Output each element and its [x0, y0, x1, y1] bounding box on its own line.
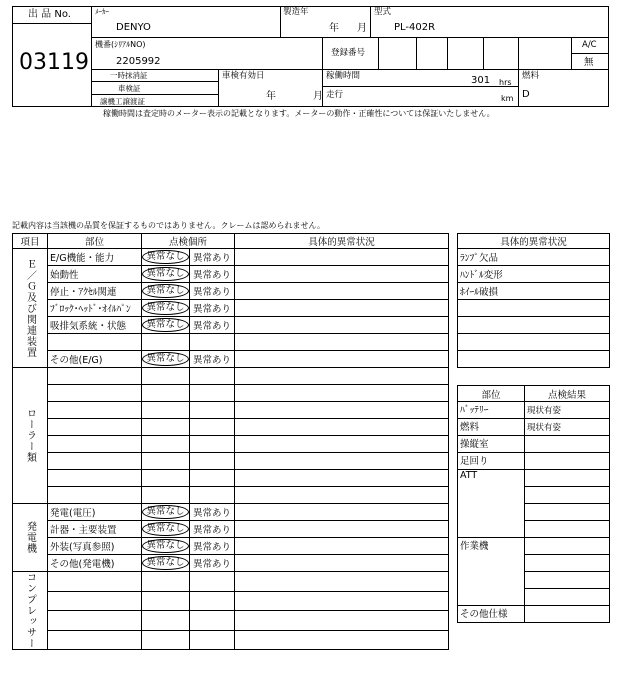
- ng-cell: [190, 402, 235, 419]
- detail-cell: [235, 572, 449, 592]
- part-cell: [48, 630, 142, 650]
- part-cell: 吸排気系統・状態: [48, 317, 142, 334]
- ok-cell: [142, 351, 190, 368]
- table-row: [458, 351, 610, 368]
- table-row: [13, 630, 449, 650]
- detail-cell: [235, 555, 449, 572]
- result-part: ﾊﾞｯﾃﾘｰ: [458, 402, 525, 419]
- table-row: [13, 317, 449, 334]
- ok-circled-label: 異常なし: [142, 556, 188, 570]
- ng-cell: [190, 453, 235, 470]
- group-label: コンプレッサー: [13, 572, 48, 650]
- group-label: 発電機: [13, 504, 48, 572]
- ok-cell: [142, 317, 190, 334]
- result-header-part: 部位: [458, 386, 525, 402]
- ng-cell: [190, 436, 235, 453]
- ok-cell: [142, 334, 190, 351]
- ok-cell: [142, 555, 190, 572]
- ok-cell: [142, 402, 190, 419]
- part-cell: [48, 419, 142, 436]
- result-table: [457, 385, 610, 623]
- part-cell: [48, 334, 142, 351]
- result-value: [525, 589, 610, 606]
- ng-cell: [190, 368, 235, 385]
- table-row: [13, 572, 449, 592]
- serial-value: 2205992: [116, 56, 161, 67]
- serial-label: 機番(ｼﾘｱﾙNO): [95, 40, 146, 49]
- result-part: その他仕様: [458, 606, 525, 623]
- part-cell: [48, 368, 142, 385]
- part-cell: [48, 487, 142, 504]
- hours-disclaimer: 稼働時間は査定時のメーター表示の記載となります。メーターの動作・正確性については保証いたしません。: [103, 109, 495, 118]
- maker-label: ﾒｰｶｰ: [95, 8, 109, 16]
- result-part: 作業機: [458, 538, 525, 606]
- table-row: [458, 606, 610, 623]
- ng-label: 異常あり: [193, 525, 232, 536]
- ok-cell: [142, 453, 190, 470]
- detail-cell: [235, 334, 449, 351]
- result-value: [525, 470, 610, 487]
- ng-label: 異常あり: [193, 355, 232, 366]
- detail-cell: [235, 368, 449, 385]
- part-cell: [48, 436, 142, 453]
- ac-label: A/C: [582, 40, 597, 50]
- ok-circled-label: 異常なし: [142, 250, 188, 264]
- part-cell: [48, 470, 142, 487]
- shaken-label: 車検証: [118, 84, 141, 93]
- ok-cell: [142, 300, 190, 317]
- joto-label: 譲機工譲渡証: [100, 97, 145, 106]
- ng-cell: [190, 555, 235, 572]
- result-header-result: 点検結果: [525, 386, 610, 402]
- ok-cell: [142, 521, 190, 538]
- header-part: 部位: [48, 234, 142, 249]
- seizo-label: 製造年: [283, 7, 309, 17]
- ok-circled-label: 異常なし: [142, 352, 188, 366]
- table-row: [13, 368, 449, 385]
- header-item: 項目: [13, 234, 48, 249]
- result-part: 足回り: [458, 453, 525, 470]
- part-cell: 外装(写真参照): [48, 538, 142, 555]
- detail-cell: [235, 436, 449, 453]
- ok-cell: [142, 572, 190, 592]
- ng-cell: [190, 351, 235, 368]
- table-row: [458, 283, 610, 300]
- ng-cell: [190, 591, 235, 611]
- hours-value: 301: [471, 75, 491, 86]
- result-value: [525, 504, 610, 521]
- result-value: 現状有姿: [525, 419, 610, 436]
- ok-circled-label: 異常なし: [142, 267, 188, 281]
- detail-item: [458, 300, 610, 317]
- result-part: ATT: [458, 470, 525, 538]
- detail-item: [458, 317, 610, 334]
- table-row: [458, 419, 610, 436]
- table-row: [458, 453, 610, 470]
- ok-cell: [142, 249, 190, 266]
- shuppin-label: 出 品 No.: [28, 9, 71, 20]
- ok-cell: [142, 436, 190, 453]
- ng-cell: [190, 249, 235, 266]
- part-cell: [48, 402, 142, 419]
- ok-circled-label: 異常なし: [142, 522, 188, 536]
- fuel-label: 燃料: [522, 71, 540, 81]
- ok-cell: [142, 504, 190, 521]
- quality-disclaimer: 記載内容は当該機の品質を保証するものではありません。クレームは認められません。: [12, 221, 325, 230]
- ng-cell: [190, 487, 235, 504]
- result-value: [525, 453, 610, 470]
- table-row: [458, 300, 610, 317]
- shaken-month-unit: 月: [313, 91, 323, 102]
- ng-label: 異常あり: [193, 321, 232, 332]
- model-label: 型式: [374, 7, 392, 17]
- ng-cell: [190, 266, 235, 283]
- ok-circled-label: 異常なし: [142, 539, 188, 553]
- result-value: [525, 572, 610, 589]
- table-row: [13, 611, 449, 631]
- ng-cell: [190, 538, 235, 555]
- ok-cell: [142, 487, 190, 504]
- detail-item: [458, 334, 610, 351]
- ok-cell: [142, 611, 190, 631]
- ok-cell: [142, 630, 190, 650]
- table-row: [13, 249, 449, 266]
- ng-cell: [190, 611, 235, 631]
- result-part: 燃料: [458, 419, 525, 436]
- ac-value: 無: [584, 57, 594, 68]
- detail-cell: [235, 385, 449, 402]
- ng-cell: [190, 334, 235, 351]
- table-row: [13, 436, 449, 453]
- ng-cell: [190, 419, 235, 436]
- result-part: 操縦室: [458, 436, 525, 453]
- shaken-expiry-label: 車検有効日: [222, 71, 265, 81]
- ng-cell: [190, 283, 235, 300]
- part-cell: その他(E/G): [48, 351, 142, 368]
- ok-circled-label: 異常なし: [142, 505, 188, 519]
- ok-cell: [142, 470, 190, 487]
- mileage-label: 走行: [326, 90, 344, 100]
- detail-table: [457, 233, 610, 368]
- maker-value: DENYO: [116, 22, 151, 33]
- detail-item: ﾊﾝﾄﾞﾙ変形: [458, 266, 610, 283]
- detail-item: ﾎｲｰﾙ破損: [458, 283, 610, 300]
- detail-cell: [235, 470, 449, 487]
- part-cell: [48, 453, 142, 470]
- registration-label: 登録番号: [331, 48, 366, 58]
- detail-cell: [235, 419, 449, 436]
- table-row: [13, 385, 449, 402]
- ng-cell: [190, 521, 235, 538]
- ok-cell: [142, 538, 190, 555]
- seizo-month-unit: 月: [357, 23, 367, 34]
- hours-label: 稼働時間: [326, 71, 361, 81]
- result-value: [525, 538, 610, 555]
- part-cell: その他(発電機): [48, 555, 142, 572]
- result-value: [525, 436, 610, 453]
- detail-item: [458, 351, 610, 368]
- part-cell: [48, 385, 142, 402]
- table-row: [458, 317, 610, 334]
- ng-cell: [190, 572, 235, 592]
- ok-circled-label: 異常なし: [142, 301, 188, 315]
- detail-item: ﾗﾝﾌﾟ欠品: [458, 249, 610, 266]
- ng-label: 異常あり: [193, 287, 232, 298]
- ok-cell: [142, 266, 190, 283]
- table-row: [13, 283, 449, 300]
- result-value: [525, 555, 610, 572]
- ng-label: 異常あり: [193, 542, 232, 553]
- table-row: [13, 487, 449, 504]
- detail-cell: [235, 317, 449, 334]
- ok-cell: [142, 591, 190, 611]
- detail-cell: [235, 487, 449, 504]
- detail-cell: [235, 591, 449, 611]
- table-row: [458, 266, 610, 283]
- ok-cell: [142, 283, 190, 300]
- table-row: [13, 591, 449, 611]
- ng-cell: [190, 470, 235, 487]
- ng-label: 異常あり: [193, 508, 232, 519]
- table-row: [13, 266, 449, 283]
- table-row: [13, 504, 449, 521]
- table-row: [13, 453, 449, 470]
- table-row: [13, 402, 449, 419]
- table-row: [458, 436, 610, 453]
- result-value: [525, 487, 610, 504]
- table-row: [13, 419, 449, 436]
- detail-cell: [235, 283, 449, 300]
- table-row: [458, 334, 610, 351]
- part-cell: ﾌﾞﾛｯｸ･ﾍｯﾄﾞ･ｵｲﾙﾊﾟﾝ: [48, 300, 142, 317]
- shuppin-number: 03119: [19, 50, 89, 75]
- detail-cell: [235, 249, 449, 266]
- detail-cell: [235, 351, 449, 368]
- ng-cell: [190, 300, 235, 317]
- ok-circled-label: 異常なし: [142, 318, 188, 332]
- detail-cell: [235, 266, 449, 283]
- part-cell: 停止・ｱｸｾﾙ関連: [48, 283, 142, 300]
- table-row: [13, 334, 449, 351]
- part-cell: E/G機能・能力: [48, 249, 142, 266]
- part-cell: 計器・主要装置: [48, 521, 142, 538]
- ng-label: 異常あり: [193, 253, 232, 264]
- part-cell: 始動性: [48, 266, 142, 283]
- part-cell: [48, 611, 142, 631]
- ng-cell: [190, 630, 235, 650]
- ng-label: 異常あり: [193, 270, 232, 281]
- part-cell: [48, 591, 142, 611]
- ichiji-label: 一時抹消証: [110, 71, 148, 80]
- ok-circled-label: 異常なし: [142, 284, 188, 298]
- group-label: Ｅ／Ｇ及び関連装置: [13, 249, 48, 368]
- ng-label: 異常あり: [193, 304, 232, 315]
- detail-cell: [235, 521, 449, 538]
- table-row: [458, 470, 610, 487]
- group-label: ローラー類: [13, 368, 48, 504]
- table-row: [13, 538, 449, 555]
- ok-cell: [142, 368, 190, 385]
- detail-cell: [235, 300, 449, 317]
- ng-cell: [190, 317, 235, 334]
- detail-cell: [235, 504, 449, 521]
- table-row: [13, 351, 449, 368]
- table-row: [458, 538, 610, 555]
- result-value: [525, 521, 610, 538]
- header-detail: 具体的異常状況: [235, 234, 449, 249]
- detail-cell: [235, 453, 449, 470]
- table-row: [13, 470, 449, 487]
- model-value: PL-402R: [394, 22, 436, 33]
- result-value: [525, 606, 610, 623]
- table-row: [13, 300, 449, 317]
- fuel-value: D: [522, 89, 530, 100]
- table-row: [13, 555, 449, 572]
- table-row: [458, 402, 610, 419]
- ng-label: 異常あり: [193, 559, 232, 570]
- detail-cell: [235, 630, 449, 650]
- part-cell: 発電(電圧): [48, 504, 142, 521]
- detail-cell: [235, 402, 449, 419]
- detail-header: 具体的異常状況: [458, 234, 610, 249]
- ng-cell: [190, 385, 235, 402]
- table-row: [13, 521, 449, 538]
- ok-cell: [142, 419, 190, 436]
- header-check: 点検個所: [142, 234, 235, 249]
- shaken-year-unit: 年: [266, 91, 276, 102]
- ok-cell: [142, 385, 190, 402]
- table-row: [458, 249, 610, 266]
- detail-cell: [235, 538, 449, 555]
- detail-cell: [235, 611, 449, 631]
- ng-cell: [190, 504, 235, 521]
- result-value: 現状有姿: [525, 402, 610, 419]
- seizo-year-unit: 年: [329, 23, 339, 34]
- hours-unit: hrs: [499, 78, 512, 87]
- part-cell: [48, 572, 142, 592]
- mileage-unit: km: [501, 94, 514, 103]
- inspection-table: [12, 233, 449, 650]
